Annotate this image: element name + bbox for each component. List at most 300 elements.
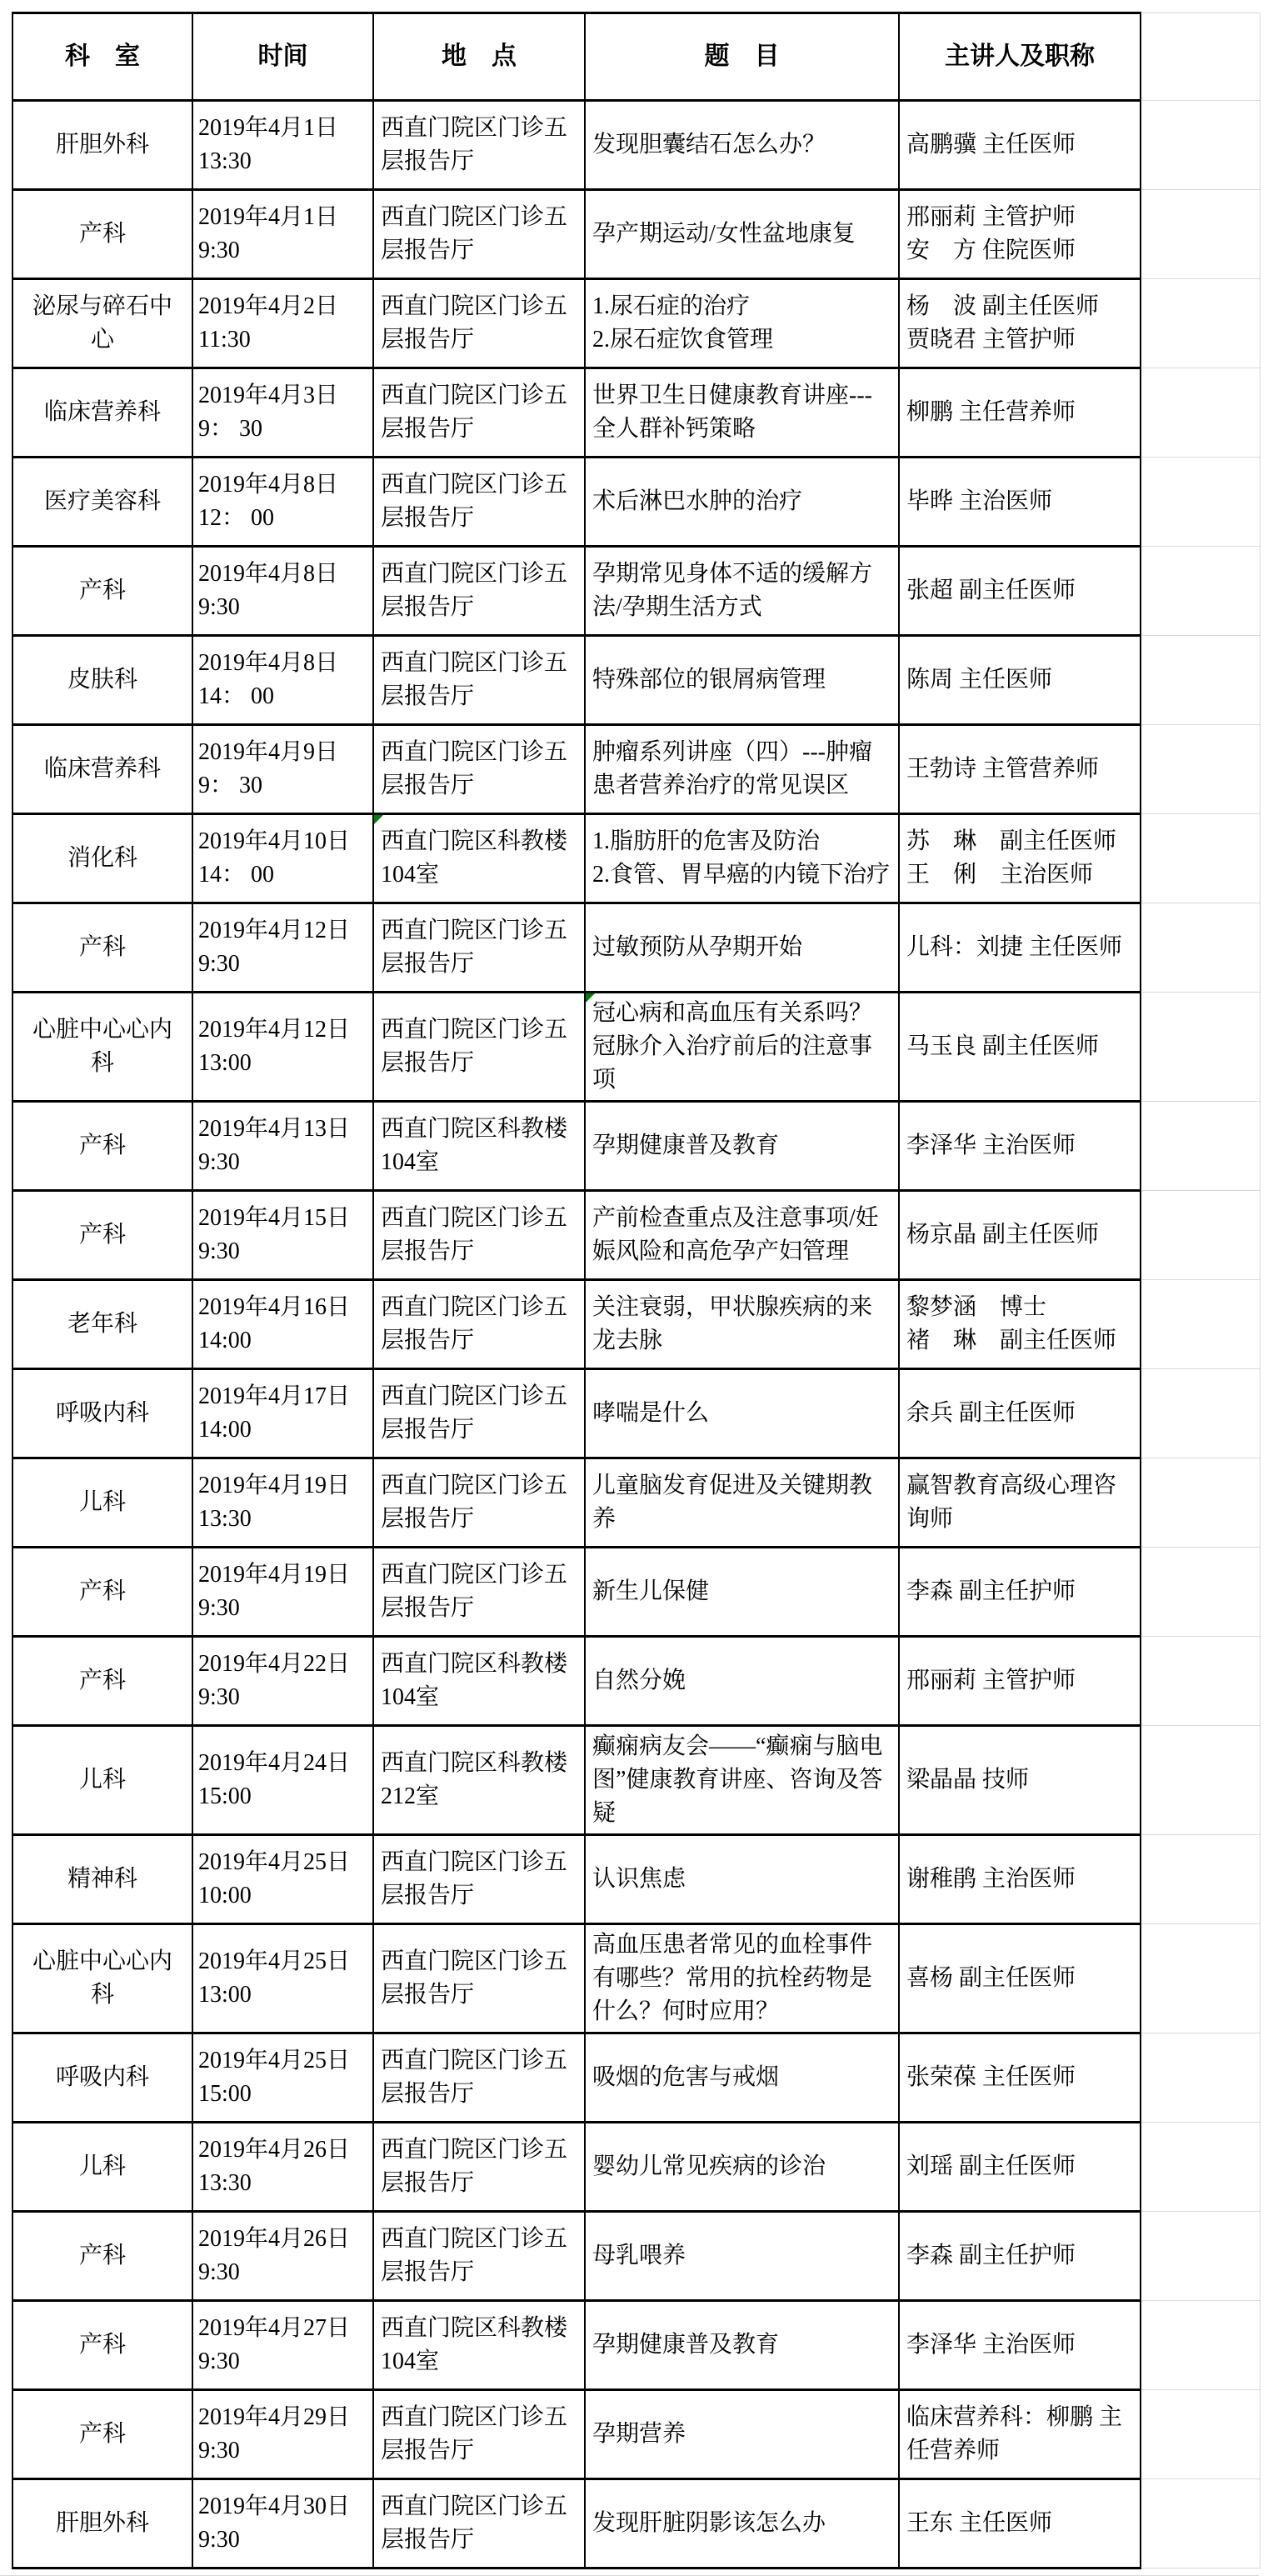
cell-empty-gutter bbox=[1141, 1102, 1260, 1191]
cell-empty-gutter bbox=[1141, 1548, 1260, 1637]
cell-topic bbox=[585, 993, 899, 1102]
cell-empty-gutter bbox=[1141, 1637, 1260, 1726]
cell-location: 西直门院区门诊五层报告厅 bbox=[373, 368, 585, 458]
datetime-line: 9:30 bbox=[198, 1238, 240, 1264]
cell-topic bbox=[585, 101, 899, 190]
datetime-line: 9:30 bbox=[198, 2438, 240, 2463]
cell-department: 泌尿与碎石中心 bbox=[12, 279, 192, 368]
cell-location: 西直门院区门诊五层报告厅 bbox=[373, 1280, 585, 1369]
topic-line: 孕期营养 bbox=[592, 2421, 686, 2447]
table-row bbox=[12, 993, 1260, 1102]
cell-speaker bbox=[899, 1102, 1141, 1191]
speaker-line: 李泽华 主治医师 bbox=[906, 2332, 1076, 2358]
cell-topic bbox=[585, 2033, 899, 2123]
datetime-line: 2019年4月30日 bbox=[198, 2493, 351, 2519]
topic-line: 孕期健康普及教育 bbox=[592, 2332, 780, 2358]
table-row bbox=[12, 636, 1260, 725]
comment-marker-icon bbox=[374, 815, 383, 824]
table-body bbox=[12, 101, 1260, 2568]
topic-line: 世界卫生日健康教育讲座---全人群补钙策略 bbox=[592, 383, 872, 442]
cell-empty-gutter bbox=[1141, 725, 1260, 814]
speaker-line: 邢丽莉 主管护师 bbox=[906, 204, 1076, 230]
cell-topic bbox=[585, 725, 899, 814]
cell-datetime bbox=[192, 279, 373, 368]
cell-department: 产科 bbox=[12, 190, 192, 279]
speaker-line: 褚 琳 副主任医师 bbox=[906, 1328, 1117, 1353]
cell-department: 儿科 bbox=[12, 1726, 192, 1835]
cell-department: 精神科 bbox=[12, 1835, 192, 1924]
cell-topic bbox=[585, 1835, 899, 1924]
speaker-line: 陈周 主任医师 bbox=[906, 667, 1053, 693]
cell-location: 西直门院区门诊五层报告厅 bbox=[373, 1835, 585, 1924]
speaker-line: 临床营养科：柳鹏 主任营养师 bbox=[906, 2404, 1123, 2463]
topic-line: 1.脂肪肝的危害及防治 bbox=[592, 828, 821, 854]
cell-datetime bbox=[192, 1726, 373, 1835]
topic-line: 过敏预防从孕期开始 bbox=[592, 934, 803, 960]
table-row bbox=[12, 2212, 1260, 2301]
datetime-line: 2019年4月8日 bbox=[198, 561, 339, 587]
cell-datetime bbox=[192, 1548, 373, 1637]
cell-empty-gutter bbox=[1141, 368, 1260, 458]
cell-empty-gutter bbox=[1141, 993, 1260, 1102]
header-row bbox=[12, 13, 1260, 101]
datetime-line: 2019年4月16日 bbox=[198, 1294, 351, 1320]
table-row bbox=[12, 1458, 1260, 1548]
cell-empty-gutter bbox=[1141, 1191, 1260, 1280]
datetime-line: 9： 30 bbox=[198, 416, 263, 442]
datetime-line: 2019年4月27日 bbox=[198, 2315, 351, 2341]
datetime-line: 10:00 bbox=[198, 1883, 252, 1908]
topic-line: 新生儿保健 bbox=[592, 1578, 710, 1604]
cell-datetime bbox=[192, 2301, 373, 2390]
speaker-line: 王 俐 主治医师 bbox=[906, 862, 1094, 888]
table-row bbox=[12, 368, 1260, 458]
topic-line: 冠心病和高血压有关系吗？ bbox=[592, 1000, 873, 1026]
cell-empty-gutter bbox=[1141, 1726, 1260, 1835]
cell-datetime bbox=[192, 190, 373, 279]
table-row bbox=[12, 1102, 1260, 1191]
speaker-line: 李森 副主任护师 bbox=[906, 2243, 1076, 2268]
cell-empty-gutter bbox=[1141, 458, 1260, 547]
speaker-line: 邢丽莉 主管护师 bbox=[906, 1668, 1076, 1693]
topic-line: 特殊部位的银屑病管理 bbox=[592, 667, 826, 693]
datetime-line: 9:30 bbox=[198, 1149, 240, 1175]
cell-datetime bbox=[192, 2123, 373, 2212]
datetime-line: 14:00 bbox=[198, 1328, 252, 1353]
cell-location: 西直门院区门诊五层报告厅 bbox=[373, 903, 585, 993]
datetime-line: 13:30 bbox=[198, 1506, 252, 1532]
cell-speaker bbox=[899, 1191, 1141, 1280]
cell-datetime bbox=[192, 636, 373, 725]
header-time: 时间 bbox=[192, 13, 373, 101]
speaker-line: 毕晔 主治医师 bbox=[906, 488, 1053, 514]
cell-department: 老年科 bbox=[12, 1280, 192, 1369]
cell-datetime bbox=[192, 993, 373, 1102]
datetime-line: 2019年4月15日 bbox=[198, 1205, 351, 1231]
datetime-line: 13:00 bbox=[198, 1982, 252, 2008]
table-row bbox=[12, 2479, 1260, 2568]
cell-department: 产科 bbox=[12, 903, 192, 993]
cell-location: 西直门院区门诊五层报告厅 bbox=[373, 2123, 585, 2212]
cell-datetime bbox=[192, 1924, 373, 2033]
table-row bbox=[12, 547, 1260, 636]
cell-location: 西直门院区科教楼104室 bbox=[373, 1637, 585, 1726]
speaker-line: 马玉良 副主任医师 bbox=[906, 1033, 1100, 1059]
speaker-line: 杨京晶 副主任医师 bbox=[906, 1222, 1100, 1248]
datetime-line: 2019年4月25日 bbox=[198, 1948, 351, 1974]
cell-empty-gutter bbox=[1141, 2390, 1260, 2479]
cell-topic bbox=[585, 1369, 899, 1458]
table-row bbox=[12, 1369, 1260, 1458]
table-row bbox=[12, 2123, 1260, 2212]
topic-line: 产前检查重点及注意事项/妊娠风险和高危孕产妇管理 bbox=[592, 1205, 879, 1264]
cell-datetime bbox=[192, 101, 373, 190]
cell-datetime bbox=[192, 1102, 373, 1191]
cell-empty-gutter bbox=[1141, 2123, 1260, 2212]
topic-line: 吸烟的危害与戒烟 bbox=[592, 2064, 780, 2090]
cell-datetime bbox=[192, 814, 373, 903]
datetime-line: 9:30 bbox=[198, 1684, 240, 1710]
speaker-line: 儿科：刘捷 主任医师 bbox=[906, 934, 1123, 960]
speaker-line: 李泽华 主治医师 bbox=[906, 1133, 1076, 1158]
cell-speaker bbox=[899, 1369, 1141, 1458]
cell-location: 西直门院区科教楼104室 bbox=[373, 814, 585, 903]
table-row bbox=[12, 1548, 1260, 1637]
cell-department: 心脏中心心内科 bbox=[12, 1924, 192, 2033]
topic-line: 冠脉介入治疗前后的注意事项 bbox=[592, 1033, 873, 1093]
datetime-line: 2019年4月2日 bbox=[198, 293, 339, 319]
cell-empty-gutter bbox=[1141, 2033, 1260, 2123]
cell-speaker bbox=[899, 2390, 1141, 2479]
cell-department: 临床营养科 bbox=[12, 725, 192, 814]
speaker-line: 杨 波 副主任医师 bbox=[906, 293, 1100, 319]
cell-department: 呼吸内科 bbox=[12, 1369, 192, 1458]
datetime-line: 2019年4月19日 bbox=[198, 1473, 351, 1498]
cell-empty-gutter bbox=[1141, 1924, 1260, 2033]
topic-line: 发现肝脏阴影该怎么办 bbox=[592, 2510, 826, 2536]
datetime-line: 2019年4月8日 bbox=[198, 650, 339, 676]
cell-datetime bbox=[192, 725, 373, 814]
cell-location: 西直门院区门诊五层报告厅 bbox=[373, 279, 585, 368]
cell-datetime bbox=[192, 1369, 373, 1458]
cell-empty-gutter bbox=[1141, 1458, 1260, 1548]
topic-line: 发现胆囊结石怎么办？ bbox=[592, 132, 826, 158]
table-row bbox=[12, 814, 1260, 903]
cell-department: 肝胆外科 bbox=[12, 101, 192, 190]
cell-speaker bbox=[899, 279, 1141, 368]
cell-speaker bbox=[899, 2479, 1141, 2568]
cell-speaker bbox=[899, 101, 1141, 190]
table-row bbox=[12, 190, 1260, 279]
header-location: 地 点 bbox=[373, 13, 585, 101]
cell-topic bbox=[585, 1458, 899, 1548]
topic-line: 2.食管、胃早癌的内镜下治疗 bbox=[592, 862, 891, 888]
cell-empty-gutter bbox=[1141, 190, 1260, 279]
cell-location: 西直门院区门诊五层报告厅 bbox=[373, 2479, 585, 2568]
cell-location: 西直门院区门诊五层报告厅 bbox=[373, 993, 585, 1102]
table-row bbox=[12, 279, 1260, 368]
speaker-line: 王勃诗 主管营养师 bbox=[906, 756, 1100, 782]
datetime-line: 13:30 bbox=[198, 2170, 252, 2196]
cell-datetime bbox=[192, 1637, 373, 1726]
speaker-line: 黎梦涵 博士 bbox=[906, 1294, 1047, 1320]
cell-department: 消化科 bbox=[12, 814, 192, 903]
cell-location: 西直门院区门诊五层报告厅 bbox=[373, 2033, 585, 2123]
topic-line: 孕产期运动/女性盆地康复 bbox=[592, 221, 856, 247]
topic-line: 母乳喂养 bbox=[592, 2243, 686, 2268]
datetime-line: 13:00 bbox=[198, 1050, 252, 1076]
topic-line: 孕期常见身体不适的缓解方法/孕期生活方式 bbox=[592, 561, 873, 620]
table-row bbox=[12, 903, 1260, 993]
datetime-line: 2019年4月13日 bbox=[198, 1116, 351, 1142]
header-department: 科 室 bbox=[12, 13, 192, 101]
cell-topic bbox=[585, 2301, 899, 2390]
cell-department: 产科 bbox=[12, 1191, 192, 1280]
cell-department: 医疗美容科 bbox=[12, 458, 192, 547]
cell-speaker bbox=[899, 190, 1141, 279]
table-row bbox=[12, 1835, 1260, 1924]
topic-line: 癫痫病友会——“癫痫与脑电图”健康教育讲座、咨询及答疑 bbox=[592, 1733, 883, 1826]
cell-location: 西直门院区门诊五层报告厅 bbox=[373, 725, 585, 814]
cell-topic bbox=[585, 2479, 899, 2568]
cell-speaker bbox=[899, 725, 1141, 814]
datetime-line: 2019年4月25日 bbox=[198, 1849, 351, 1875]
cell-topic bbox=[585, 2123, 899, 2212]
cell-topic bbox=[585, 1548, 899, 1637]
cell-topic bbox=[585, 814, 899, 903]
cell-datetime bbox=[192, 2212, 373, 2301]
topic-line: 高血压患者常见的血栓事件有哪些？常用的抗栓药物是什么？何时应用？ bbox=[592, 1932, 873, 2024]
header-speaker: 主讲人及职称 bbox=[899, 13, 1141, 101]
cell-empty-gutter bbox=[1141, 1369, 1260, 1458]
cell-location: 西直门院区门诊五层报告厅 bbox=[373, 1548, 585, 1637]
cell-department: 产科 bbox=[12, 2390, 192, 2479]
datetime-line: 2019年4月3日 bbox=[198, 383, 339, 408]
cell-topic bbox=[585, 458, 899, 547]
cell-empty-gutter bbox=[1141, 101, 1260, 190]
cell-department: 产科 bbox=[12, 547, 192, 636]
cell-datetime bbox=[192, 458, 373, 547]
topic-line: 肿瘤系列讲座（四）---肿瘤患者营养治疗的常见误区 bbox=[592, 739, 872, 798]
cell-empty-gutter bbox=[1141, 1280, 1260, 1369]
cell-datetime bbox=[192, 903, 373, 993]
cell-location: 西直门院区门诊五层报告厅 bbox=[373, 2390, 585, 2479]
speaker-line: 赢智教育高级心理咨询师 bbox=[906, 1473, 1117, 1532]
speaker-line: 余兵 副主任医师 bbox=[906, 1400, 1076, 1426]
cell-speaker bbox=[899, 458, 1141, 547]
cell-empty-gutter bbox=[1141, 903, 1260, 993]
cell-location: 西直门院区门诊五层报告厅 bbox=[373, 1924, 585, 2033]
cell-department: 临床营养科 bbox=[12, 368, 192, 458]
cell-department: 产科 bbox=[12, 1548, 192, 1637]
cell-topic bbox=[585, 547, 899, 636]
cell-department: 皮肤科 bbox=[12, 636, 192, 725]
cell-location: 西直门院区科教楼104室 bbox=[373, 1102, 585, 1191]
datetime-line: 9:30 bbox=[198, 2348, 240, 2374]
cell-topic bbox=[585, 2390, 899, 2479]
datetime-line: 14:00 bbox=[198, 1417, 252, 1443]
cell-department: 产科 bbox=[12, 1102, 192, 1191]
datetime-line: 2019年4月19日 bbox=[198, 1562, 351, 1588]
cell-speaker bbox=[899, 636, 1141, 725]
cell-topic bbox=[585, 1102, 899, 1191]
cell-speaker bbox=[899, 547, 1141, 636]
cell-empty-gutter bbox=[1141, 2301, 1260, 2390]
cell-location: 西直门院区门诊五层报告厅 bbox=[373, 190, 585, 279]
cell-topic bbox=[585, 2212, 899, 2301]
table-row bbox=[12, 458, 1260, 547]
cell-empty-gutter bbox=[1141, 2212, 1260, 2301]
cell-topic bbox=[585, 1280, 899, 1369]
cell-speaker bbox=[899, 2033, 1141, 2123]
datetime-line: 2019年4月24日 bbox=[198, 1750, 351, 1776]
cell-department: 产科 bbox=[12, 2212, 192, 2301]
datetime-line: 9:30 bbox=[198, 238, 240, 263]
cell-topic bbox=[585, 279, 899, 368]
speaker-line: 张荣葆 主任医师 bbox=[906, 2064, 1076, 2090]
datetime-line: 2019年4月25日 bbox=[198, 2048, 351, 2073]
speaker-line: 梁晶晶 技师 bbox=[906, 1767, 1030, 1793]
cell-topic bbox=[585, 1191, 899, 1280]
lecture-schedule-table bbox=[12, 12, 1261, 2569]
cell-department: 产科 bbox=[12, 2301, 192, 2390]
datetime-line: 2019年4月26日 bbox=[198, 2137, 351, 2163]
cell-speaker bbox=[899, 1726, 1141, 1835]
speaker-line: 安 方 住院医师 bbox=[906, 238, 1076, 263]
cell-empty-gutter bbox=[1141, 279, 1260, 368]
cell-datetime bbox=[192, 547, 373, 636]
cell-department: 肝胆外科 bbox=[12, 2479, 192, 2568]
datetime-line: 14： 00 bbox=[198, 683, 275, 709]
table-row bbox=[12, 725, 1260, 814]
cell-topic bbox=[585, 636, 899, 725]
datetime-line: 2019年4月29日 bbox=[198, 2404, 351, 2430]
cell-datetime bbox=[192, 2390, 373, 2479]
topic-line: 婴幼儿常见疾病的诊治 bbox=[592, 2153, 826, 2179]
table-row bbox=[12, 2301, 1260, 2390]
datetime-line: 2019年4月12日 bbox=[198, 918, 351, 943]
cell-department: 呼吸内科 bbox=[12, 2033, 192, 2123]
datetime-line: 9： 30 bbox=[198, 773, 263, 798]
cell-speaker bbox=[899, 1548, 1141, 1637]
cell-department: 产科 bbox=[12, 1637, 192, 1726]
cell-topic bbox=[585, 1637, 899, 1726]
cell-empty-gutter bbox=[1141, 2479, 1260, 2568]
cell-datetime bbox=[192, 2033, 373, 2123]
topic-line: 自然分娩 bbox=[592, 1668, 686, 1693]
table-row bbox=[12, 1924, 1260, 2033]
cell-datetime bbox=[192, 1280, 373, 1369]
cell-speaker bbox=[899, 1835, 1141, 1924]
topic-line: 术后淋巴水肿的治疗 bbox=[592, 488, 803, 514]
header-empty-gutter bbox=[1141, 13, 1260, 101]
speaker-line: 张超 副主任医师 bbox=[906, 578, 1076, 603]
table-row bbox=[12, 2390, 1260, 2479]
datetime-line: 2019年4月17日 bbox=[198, 1383, 351, 1409]
table-row bbox=[12, 2033, 1260, 2123]
cell-location: 西直门院区门诊五层报告厅 bbox=[373, 2212, 585, 2301]
cell-datetime bbox=[192, 1191, 373, 1280]
cell-topic bbox=[585, 903, 899, 993]
cell-speaker bbox=[899, 2212, 1141, 2301]
speaker-line: 刘瑶 副主任医师 bbox=[906, 2153, 1076, 2179]
speaker-line: 苏 琳 副主任医师 bbox=[906, 828, 1117, 854]
lecture-schedule-sheet bbox=[12, 12, 1261, 2569]
cell-speaker bbox=[899, 1280, 1141, 1369]
cell-topic bbox=[585, 1924, 899, 2033]
cell-empty-gutter bbox=[1141, 547, 1260, 636]
cell-speaker bbox=[899, 814, 1141, 903]
datetime-line: 12： 00 bbox=[198, 505, 275, 531]
cell-speaker bbox=[899, 903, 1141, 993]
table-row bbox=[12, 1726, 1260, 1835]
datetime-line: 9:30 bbox=[198, 594, 240, 620]
cell-datetime bbox=[192, 1458, 373, 1548]
table-row bbox=[12, 1637, 1260, 1726]
topic-line: 孕期健康普及教育 bbox=[592, 1133, 780, 1158]
cell-department: 儿科 bbox=[12, 1458, 192, 1548]
speaker-line: 谢稚鹃 主治医师 bbox=[906, 1866, 1076, 1892]
cell-topic bbox=[585, 368, 899, 458]
cell-datetime bbox=[192, 368, 373, 458]
speaker-line: 李森 副主任护师 bbox=[906, 1578, 1076, 1604]
datetime-line: 9:30 bbox=[198, 951, 240, 977]
datetime-line: 9:30 bbox=[198, 1595, 240, 1621]
cell-speaker bbox=[899, 368, 1141, 458]
datetime-line: 14： 00 bbox=[198, 862, 275, 888]
cell-location: 西直门院区科教楼212室 bbox=[373, 1726, 585, 1835]
cell-location: 西直门院区门诊五层报告厅 bbox=[373, 1191, 585, 1280]
speaker-line: 喜杨 副主任医师 bbox=[906, 1965, 1076, 1991]
cell-speaker bbox=[899, 993, 1141, 1102]
speaker-line: 王东 主任医师 bbox=[906, 2510, 1053, 2536]
cell-location: 西直门院区门诊五层报告厅 bbox=[373, 101, 585, 190]
topic-line: 哮喘是什么 bbox=[592, 1400, 710, 1426]
datetime-line: 9:30 bbox=[198, 2259, 240, 2285]
datetime-line: 2019年4月22日 bbox=[198, 1651, 351, 1677]
datetime-line: 2019年4月26日 bbox=[198, 2226, 351, 2252]
cell-department: 儿科 bbox=[12, 2123, 192, 2212]
cell-location: 西直门院区科教楼104室 bbox=[373, 2301, 585, 2390]
cell-speaker bbox=[899, 1458, 1141, 1548]
datetime-line: 2019年4月8日 bbox=[198, 472, 339, 498]
datetime-line: 2019年4月1日 bbox=[198, 115, 339, 141]
cell-speaker bbox=[899, 1924, 1141, 2033]
datetime-line: 2019年4月10日 bbox=[198, 828, 351, 854]
cell-topic bbox=[585, 190, 899, 279]
topic-line: 认识焦虑 bbox=[592, 1866, 686, 1892]
topic-line: 关注衰弱，甲状腺疾病的来龙去脉 bbox=[592, 1294, 873, 1353]
cell-location: 西直门院区门诊五层报告厅 bbox=[373, 458, 585, 547]
table-row bbox=[12, 1191, 1260, 1280]
cell-location: 西直门院区门诊五层报告厅 bbox=[373, 547, 585, 636]
cell-speaker bbox=[899, 2123, 1141, 2212]
cell-speaker bbox=[899, 1637, 1141, 1726]
cell-speaker bbox=[899, 2301, 1141, 2390]
table-row bbox=[12, 101, 1260, 190]
datetime-line: 2019年4月1日 bbox=[198, 204, 339, 230]
cell-topic bbox=[585, 1726, 899, 1835]
cell-empty-gutter bbox=[1141, 814, 1260, 903]
comment-marker-icon bbox=[586, 993, 595, 1003]
topic-line: 2.尿石症饮食管理 bbox=[592, 327, 774, 353]
datetime-line: 15:00 bbox=[198, 1783, 252, 1809]
topic-line: 儿童脑发育促进及关键期教养 bbox=[592, 1473, 873, 1532]
datetime-line: 2019年4月12日 bbox=[198, 1017, 351, 1043]
cell-empty-gutter bbox=[1141, 636, 1260, 725]
cell-location: 西直门院区门诊五层报告厅 bbox=[373, 636, 585, 725]
speaker-line: 高鹏骥 主任医师 bbox=[906, 132, 1076, 158]
